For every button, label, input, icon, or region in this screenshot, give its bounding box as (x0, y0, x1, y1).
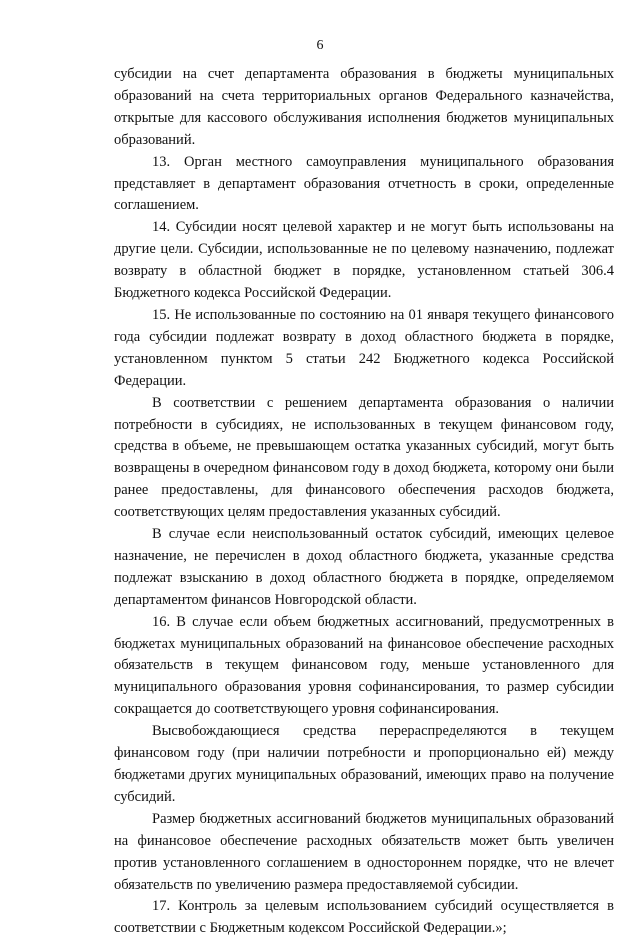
paragraph: 17. Контроль за целевым использованием субсидий осуществляется в соответствии с Бюджетным кодексом Российской Федерации.»; (114, 898, 614, 937)
paragraph: Высвобождающиеся средства перераспределяются в текущем финансовом году (при наличии потребности и пропорционально ей) между бюджетами других муниципальных образований, имеющих право на получение субсидий. (114, 723, 614, 805)
paragraph: Размер бюджетных ассигнований бюджетов муниципальных образований на финансовое обеспечение расходных обязательств может быть увеличен против установленного соглашением в одностороннем порядке, что не влечет обязательств по увеличению размера предоставляемой субсидии. (114, 810, 614, 893)
paragraph: В случае если неиспользованный остаток субсидий, имеющих целевое назначение, не перечислен в доход областного бюджета, указанные средства подлежат взысканию в доход областного бюджета в порядке, определяемом департаментом финансов Новгородской области. (114, 526, 614, 608)
document-body (114, 64, 614, 940)
page-number: 6 (316, 38, 324, 53)
paragraph: 15. Не использованные по состоянию на 01 января текущего финансового года субсидии подлежат возврату в доход областного бюджета в порядке, установленном пунктом 5 статьи 242 Бюджетного кодекса Российской Федерации. (114, 306, 614, 389)
paragraph: 16. В случае если объем бюджетных ассигнований, предусмотренных в бюджетах муниципальных образований на финансовое обеспечение расходных обязательств в текущем финансовом году, меньше установленного для муниципального образования уровня софинансирования, то размер субсидии сокращается до соответствующего уровня софинансирования. (114, 613, 614, 718)
paragraph: В соответствии с решением департамента образования о наличии потребности в субсидиях, не использованных в текущем финансовом году, средства в объеме, не превышающем остатка указанных субсидий, могут быть возвращены в очередном финансовом году в доход бюджета, которому они были ранее предоставлены, для финансового обеспечения расходов бюджета, соответствующих целям предоставления указанных субсидий. (114, 394, 614, 521)
paragraph: 13. Орган местного самоуправления муниципального образования представляет в департамент образования отчетность в сроки, определенные соглашением. (114, 153, 614, 214)
paragraph: 14. Субсидии носят целевой характер и не могут быть использованы на другие цели. Субсидии, использованные не по целевому назначению, подлежат возврату в областной бюджет в порядке, установленном статьей 306.4 Бюджетного кодекса Российской Федерации. (114, 219, 614, 302)
paragraph: субсидии на счет департамента образования в бюджеты муниципальных образований на счета территориальных органов Федерального казначейства, открытые для кассового обслуживания исполнения бюджетов муниципальных образований. (114, 66, 614, 148)
